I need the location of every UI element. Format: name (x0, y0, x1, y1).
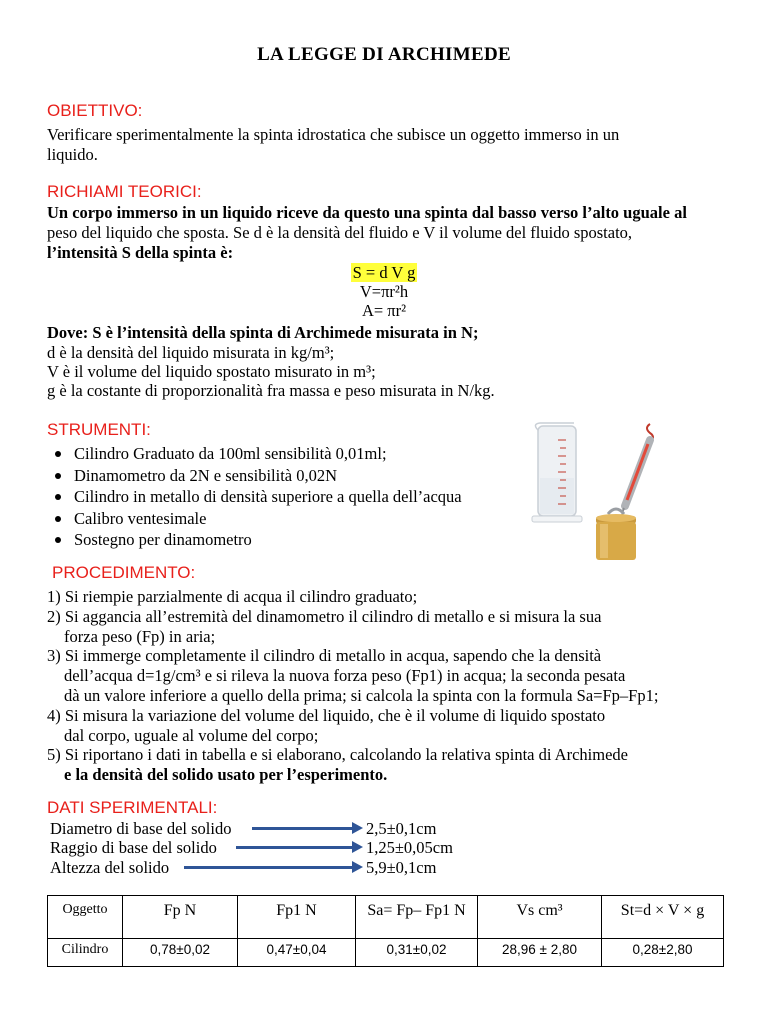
heading-dati: DATI SPERIMENTALI: (47, 798, 218, 817)
strumenti-item: Cilindro Graduato da 100ml sensibilità 0,01ml; (74, 443, 462, 465)
obiettivo-line-2: liquido. (47, 145, 98, 164)
procedimento-step-3-cont-2: dà un valore inferiore a quello della prima; si calcola la spinta con la formula Sa=Fp–Fp1; (64, 686, 659, 705)
table-header-row (48, 896, 724, 939)
table-row (48, 939, 724, 967)
procedimento-step-2: 2) Si aggancia all’estremità del dinamometro il cilindro di metallo e si misura la sua (47, 607, 602, 626)
procedimento-step-1: 1) Si riempie parzialmente di acqua il cilindro graduato; (47, 587, 418, 606)
richiami-dove: Dove: S è l’intensità della spinta di Archimede misurata in N; (47, 323, 479, 342)
table-cell: 28,96 ± 2,80 (478, 939, 602, 967)
table-header-cell: St=d × V × g (602, 896, 724, 939)
dynamometer-image (622, 424, 653, 528)
table-header-cell: Fp1 N (238, 896, 356, 939)
heading-obiettivo: OBIETTIVO: (47, 101, 143, 120)
dati-label-diametro: Diametro di base del solido (50, 819, 232, 838)
procedimento-step-3: 3) Si immerge completamente il cilindro di metallo in acqua, sapendo che la densità (47, 646, 602, 665)
strumenti-item: Sostegno per dinamometro (74, 529, 462, 551)
table-cell: 0,31±0,02 (356, 939, 478, 967)
page-title: LA LEGGE DI ARCHIMEDE (257, 44, 511, 65)
arrow-raggio (236, 846, 354, 849)
procedimento-step-5: 5) Si riportano i dati in tabella e si elaborano, calcolando la relativa spinta di Archimede (47, 745, 628, 764)
richiami-line-2: peso del liquido che sposta. Se d è la densità del fluido e V il volume del fluido spostato, (47, 223, 633, 242)
strumenti-item: Dinamometro da 2N e sensibilità 0,02N (74, 465, 462, 487)
data-table (47, 895, 724, 967)
table-header-cell: Sa= Fp– Fp1 N (356, 896, 478, 939)
table-cell: Cilindro (48, 939, 123, 967)
instruments-illustration (530, 418, 740, 568)
graduated-cylinder-image (532, 423, 582, 522)
dati-label-altezza: Altezza del solido (50, 858, 170, 877)
table-cell: 0,28±2,80 (602, 939, 724, 967)
procedimento-step-5-cont: e la densità del solido usato per l’esperimento. (64, 765, 388, 784)
table-header-cell: Fp N (123, 896, 238, 939)
strumenti-list (48, 443, 462, 551)
procedimento-step-3-cont-1: dell’acqua d=1g/cm³ e si rileva la nuova forza peso (Fp1) in acqua; la seconda pesata (64, 666, 626, 685)
strumenti-item: Calibro ventesimale (74, 508, 462, 530)
table-cell: 0,78±0,02 (123, 939, 238, 967)
richiami-line-1: Un corpo immerso in un liquido riceve da questo una spinta dal basso verso l’alto uguale al (47, 203, 687, 222)
arrow-altezza (184, 866, 354, 869)
dati-value-raggio: 1,25±0,05cm (366, 838, 453, 857)
heading-strumenti: STRUMENTI: (47, 420, 151, 439)
metal-weight-image (596, 509, 636, 560)
heading-procedimento: PROCEDIMENTO: (52, 563, 196, 582)
obiettivo-line-1: Verificare sperimentalmente la spinta idrostatica che subisce un oggetto immerso in un (47, 125, 620, 144)
arrow-diametro (252, 827, 354, 830)
procedimento-step-2-cont: forza peso (Fp) in aria; (64, 627, 216, 646)
table-cell: 0,47±0,04 (238, 939, 356, 967)
procedimento-step-4: 4) Si misura la variazione del volume del liquido, che è il volume di liquido spostato (47, 706, 606, 725)
heading-richiami: RICHIAMI TEORICI: (47, 182, 202, 201)
formula-spinta: S = d V g (352, 263, 416, 282)
table-header-cell: Vs cm³ (478, 896, 602, 939)
dati-label-raggio: Raggio di base del solido (50, 838, 217, 857)
richiami-def-g: g è la costante di proporzionalità fra massa e peso misurata in N/kg. (47, 381, 495, 400)
formula-volume: V=πr²h (359, 282, 409, 301)
richiami-def-v: V è il volume del liquido spostato misurato in m³; (47, 362, 376, 381)
formula-spinta-wrap (0, 263, 768, 283)
dati-value-altezza: 5,9±0,1cm (366, 858, 437, 877)
formula-area: A= πr² (361, 301, 407, 320)
strumenti-item: Cilindro in metallo di densità superiore a quella dell’acqua (74, 487, 462, 506)
dati-value-diametro: 2,5±0,1cm (366, 819, 437, 838)
procedimento-step-4-cont: dal corpo, uguale al volume del corpo; (64, 726, 319, 745)
table-header-cell: Oggetto (48, 896, 123, 939)
richiami-def-d: d è la densità del liquido misurata in kg/m³; (47, 343, 335, 362)
richiami-line-3: l’intensità S della spinta è: (47, 243, 234, 262)
